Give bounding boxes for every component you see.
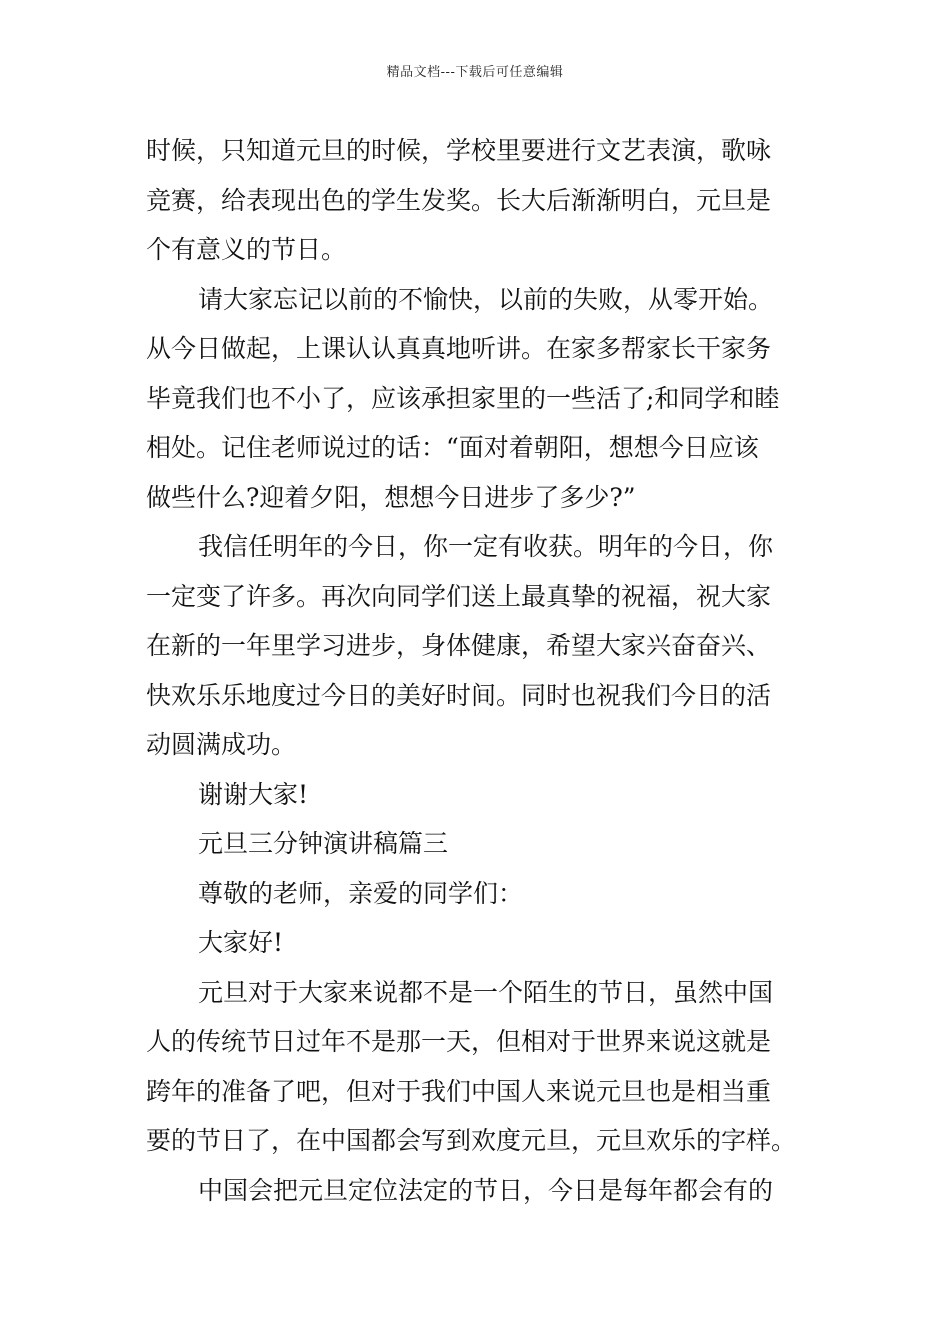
- text-line: 大家好!: [198, 928, 284, 957]
- paragraph: [146, 918, 810, 968]
- text-line: 竞赛，给表现出色的学生发奖。长大后渐渐明白，元旦是: [146, 185, 772, 215]
- text-line: 元旦对于大家来说都不是一个陌生的节日，虽然中国: [198, 977, 774, 1007]
- page-header: 精品文档---下载后可任意编辑: [386, 65, 564, 80]
- text-line: 快欢乐乐地度过今日的美好时间。同时也祝我们今日的活: [146, 680, 772, 710]
- paragraph: [146, 869, 810, 919]
- text-line: 一定变了许多。再次向同学们送上最真挚的祝福，祝大家: [146, 581, 772, 611]
- text-line: 谢谢大家!: [198, 779, 309, 809]
- text-line: 人的传统节日过年不是那一天，但相对于世界来说这就是: [146, 1027, 772, 1056]
- paragraph: [146, 275, 810, 523]
- paragraph: [146, 126, 810, 275]
- section-title: [146, 819, 810, 869]
- text-line: 从今日做起，上课认认真真地听讲。在家多帮家长干家务: [146, 334, 772, 363]
- paragraph: [146, 968, 810, 1166]
- text-line: 请大家忘记以前的不愉快，以前的失败，从零开始。: [198, 284, 774, 314]
- text-line: 中国会把元旦定位法定的节日，今日是每年都会有的: [198, 1175, 774, 1205]
- text-line: 时候，只知道元旦的时候，学校里要进行文艺表演，歌咏: [146, 136, 772, 165]
- paragraph: [146, 522, 810, 770]
- paragraph: [146, 770, 810, 820]
- text-line: 跨年的准备了吧，但对于我们中国人来说元旦也是相当重: [146, 1076, 772, 1106]
- text-line: 个有意义的节日。: [146, 235, 347, 264]
- text-line: 相处。记住老师说过的话：“面对着朝阳，想想今日应该: [146, 433, 759, 462]
- text-line: 做些什么?迎着夕阳，想想今日进步了多少?”: [146, 482, 636, 512]
- document-body: [146, 126, 810, 1215]
- text-line: 元旦三分钟演讲稿篇三: [198, 829, 449, 858]
- text-line: 尊敬的老师，亲爱的同学们：: [198, 878, 524, 908]
- text-line: 在新的一年里学习进步，身体健康，希望大家兴奋奋兴、: [146, 631, 772, 660]
- text-line: 我信任明年的今日，你一定有收获。明年的今日，你: [198, 532, 774, 561]
- paragraph: [146, 1166, 810, 1216]
- text-line: 毕竟我们也不小了，应该承担家里的一些活了;和同学和睦: [146, 383, 780, 413]
- text-line: 要的节日了，在中国都会写到欢度元旦，元旦欢乐的字样。: [146, 1126, 797, 1155]
- text-line: 动圆满成功。: [146, 730, 297, 759]
